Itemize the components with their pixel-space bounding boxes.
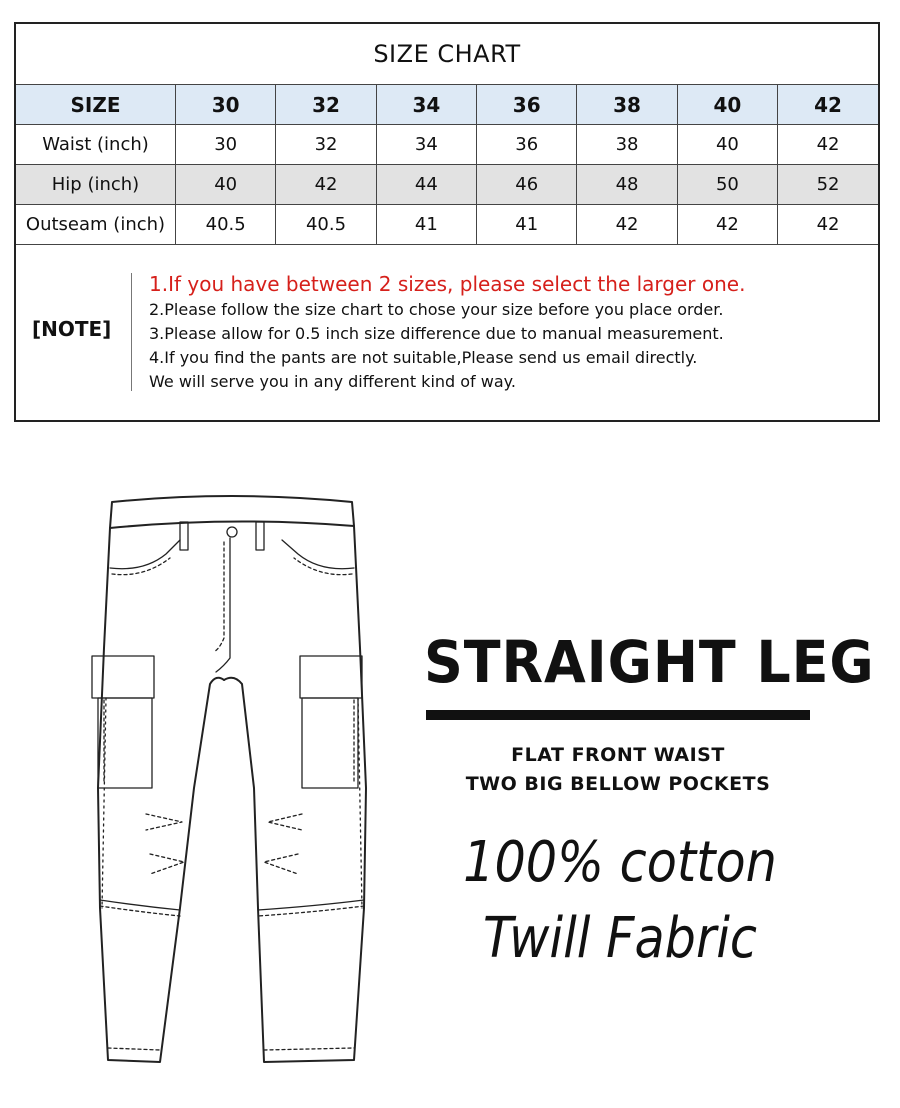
table-cell: 42 — [276, 165, 376, 205]
table-cell: 34 — [376, 125, 476, 165]
note-label: [NOTE] — [32, 317, 112, 341]
table-row-waist — [16, 125, 878, 165]
table-cell: 30 — [176, 125, 276, 165]
header-size-cell: 40 — [677, 85, 777, 125]
header-size-cell: 36 — [477, 85, 577, 125]
pants-outline — [98, 496, 366, 1062]
table-cell: 48 — [577, 165, 677, 205]
table-cell: 42 — [778, 125, 878, 165]
table-cell: 40.5 — [276, 205, 376, 245]
note-line: 2.Please follow the size chart to chose your size before you place order. — [149, 300, 724, 319]
table-cell: 40 — [176, 165, 276, 205]
row-label: Outseam (inch) — [16, 205, 176, 245]
cargo-pants-illustration — [84, 488, 380, 1064]
table-cell: 38 — [577, 125, 677, 165]
pants-details — [92, 522, 364, 1050]
table-cell: 42 — [677, 205, 777, 245]
table-cell: 42 — [778, 205, 878, 245]
table-cell: 42 — [577, 205, 677, 245]
note-divider — [131, 273, 132, 391]
table-cell: 40.5 — [176, 205, 276, 245]
header-size-cell: 30 — [176, 85, 276, 125]
table-cell: 41 — [477, 205, 577, 245]
fabric-line: Twill Fabric — [482, 906, 758, 971]
note-line: We will serve you in any different kind of way. — [149, 372, 516, 391]
size-table — [16, 84, 878, 245]
table-row-outseam — [16, 205, 878, 245]
feature-line: TWO BIG BELLOW POCKETS — [465, 773, 771, 795]
table-cell: 44 — [376, 165, 476, 205]
table-cell: 52 — [778, 165, 878, 205]
table-row-hip — [16, 165, 878, 205]
size-chart — [14, 22, 880, 422]
product-title: STRAIGHT LEG — [424, 628, 875, 696]
size-chart-title: SIZE CHART — [373, 40, 521, 68]
header-size-cell: 42 — [778, 85, 878, 125]
header-size-label: SIZE — [16, 85, 176, 125]
note-line-highlight: 1.If you have between 2 sizes, please select the larger one. — [149, 272, 746, 296]
table-cell: 50 — [677, 165, 777, 205]
title-underline-bar — [426, 710, 810, 720]
feature-line: FLAT FRONT WAIST — [511, 744, 725, 766]
table-cell: 36 — [477, 125, 577, 165]
note-line: 3.Please allow for 0.5 inch size difference due to manual measurement. — [149, 324, 724, 343]
header-size-cell: 34 — [376, 85, 476, 125]
row-label: Waist (inch) — [16, 125, 176, 165]
row-label: Hip (inch) — [16, 165, 176, 205]
table-header-row — [16, 85, 878, 125]
table-cell: 41 — [376, 205, 476, 245]
table-cell: 46 — [477, 165, 577, 205]
header-size-cell: 38 — [577, 85, 677, 125]
note-section — [16, 245, 878, 420]
table-cell: 32 — [276, 125, 376, 165]
header-size-cell: 32 — [276, 85, 376, 125]
table-cell: 40 — [677, 125, 777, 165]
note-line: 4.If you find the pants are not suitable,Please send us email directly. — [149, 348, 698, 367]
fabric-line: 100% cotton — [463, 830, 777, 895]
note-lines — [149, 271, 745, 394]
